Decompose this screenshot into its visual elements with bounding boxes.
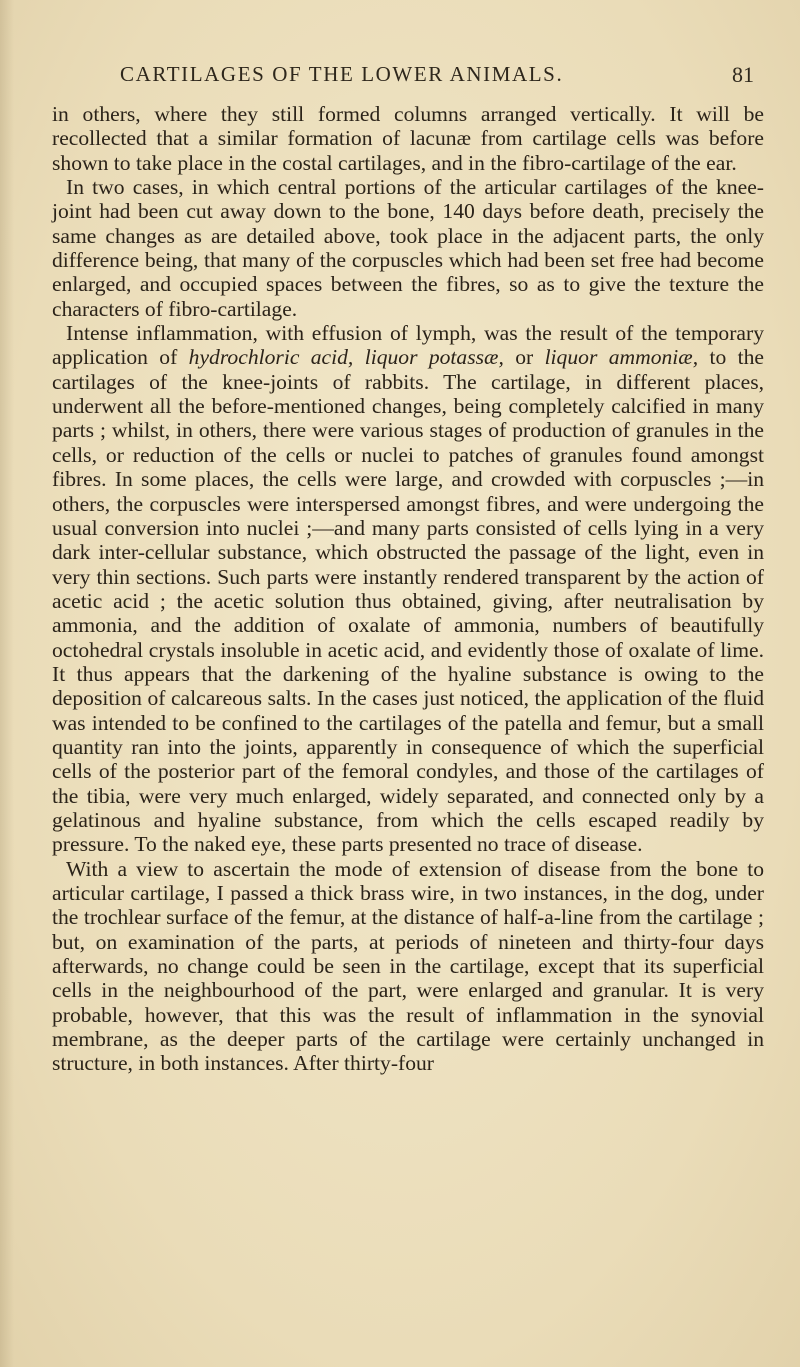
italic-text-segment: liquor ammoniæ,	[544, 345, 699, 370]
paragraph	[52, 175, 764, 321]
text-segment: or	[503, 345, 545, 370]
running-head	[52, 62, 764, 98]
text-segment: to the cartilages of the knee-joints of rabbits. The cartilage, in different places, underwent all the before-mentioned changes, being completely calcified in many parts ; whilst, in others, there were various stages of production of granules in the cells, or reduction of the cells or nuclei to patches of granules found amongst fibres. In some places, the cells were large, and crowded with corpuscles ;—in others, the corpuscles were interspersed amongst fibres, and were undergoing the usual conversion into nuclei ;—and many parts consisted of cells lying in a very dark inter-cellular substance, which obstructed the passage of the light, even in very thin sections. Such parts were instantly rendered transparent by the action of acetic acid ; the acetic solution thus obtained, giving, after neutralisation by ammonia, and the addition of oxalate of ammonia, numbers of beautifully octohedral crystals insoluble in acetic acid, and evidently those of oxalate of lime. It thus appears that the darkening of the hyaline substance is owing to the deposition of calcareous salts. In the cases just noticed, the application of the fluid was intended to be confined to the cartilages of the patella and femur, but a small quantity ran into the joints, apparently in consequence of which the superficial cells of the posterior part of the femoral condyles, and those of the cartilages of the tibia, were very much enlarged, widely separated, and connected only by a gelatinous and hyaline substance, from which the cells escaped readily by pressure. To the naked eye, these parts presented no trace of disease.	[52, 345, 764, 857]
page-number: 81	[732, 62, 754, 87]
running-head-title: CARTILAGES OF THE LOWER ANIMALS.	[120, 62, 564, 86]
body-text	[52, 102, 764, 1076]
text-segment: With a view to ascertain the mode of extension of disease from the bone to articular cartilage, I passed a thick brass wire, in two instances, in the dog, under the trochlear surface of the femur, at the distance of half-a-line from the cartilage ; but, on examination of the parts, at periods of nineteen and thirty-four days afterwards, no change could be seen in the cartilage, except that its superficial cells in the neighbourhood of the part, were enlarged and granular. It is very probable, however, that this was the result of inflammation in the synovial membrane, as the deeper parts of the cartilage were certainly unchanged in structure, in both instances. After thirty-four	[52, 856, 764, 1076]
paragraph	[52, 102, 764, 175]
text-segment: Intense inflammation, with effusion of lymph, was the result of the temporary application of	[52, 321, 764, 370]
text-segment: In two cases, in which central portions of the articular cartilages of the knee-joint had been cut away down to the bone, 140 days before death, precisely the same changes as are detailed above, took place in the adjacent parts, the only difference being, that many of the corpuscles which had been set free had become enlarged, and occupied spaces between the fibres, so as to give the texture the characters of fibro-cartilage.	[52, 175, 764, 321]
text-segment: in others, where they still formed columns arranged vertically. It will be recollected that a similar formation of lacunæ from cartilage cells was before shown to take place in the costal cartilages, and in the fibro-cartilage of the ear.	[52, 102, 764, 175]
page-edge-shadow	[0, 0, 14, 1367]
paragraph	[52, 321, 764, 857]
book-page	[52, 62, 764, 1076]
italic-text-segment: hydrochloric acid, liquor potassæ,	[188, 345, 504, 370]
paragraph	[52, 857, 764, 1076]
